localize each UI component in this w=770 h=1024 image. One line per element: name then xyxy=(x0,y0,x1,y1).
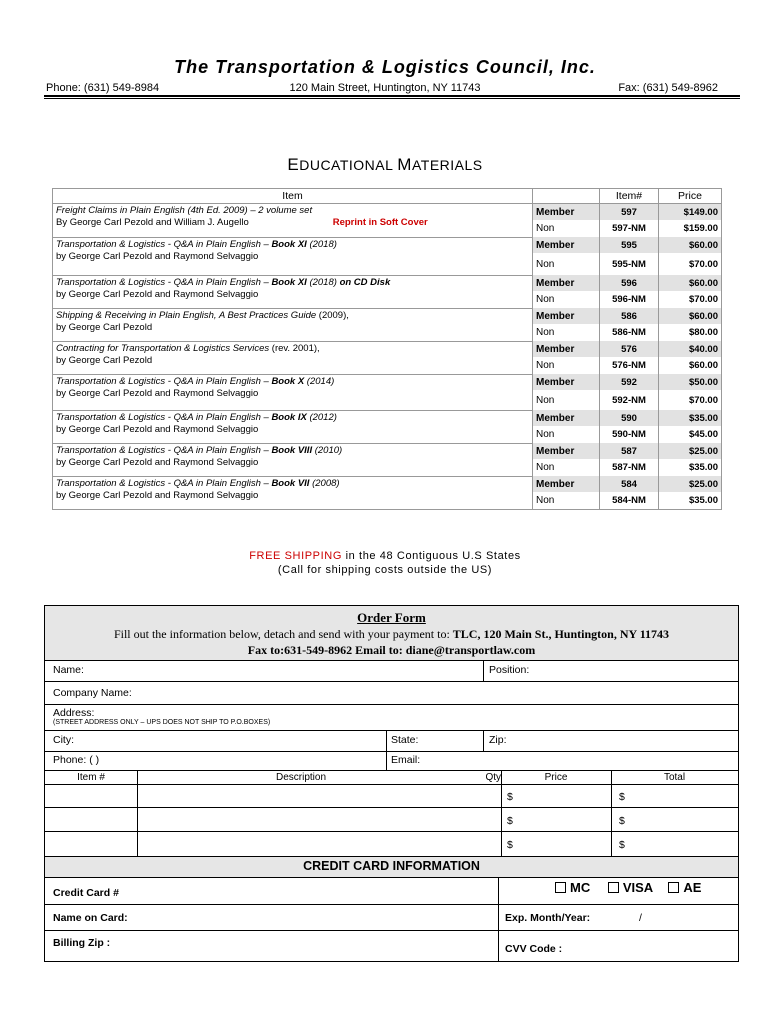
exp-field[interactable]: Exp. Month/Year: xyxy=(505,912,591,924)
table-row: Non 584-NM $35.00 xyxy=(53,492,722,510)
product-desc: Transportation & Logistics - Q&A in Plain English – Book IX (2012) by George Carl Pezold and Raymond Selvaggio xyxy=(53,410,533,443)
table-row: Non 596-NM $70.00 xyxy=(53,291,722,308)
name-row xyxy=(45,661,738,682)
col-itemno: Item# xyxy=(600,189,659,204)
free-shipping: FREE SHIPPING xyxy=(249,550,342,562)
ae-checkbox[interactable] xyxy=(668,882,679,893)
position-field[interactable]: Position: xyxy=(489,664,530,676)
header-rule xyxy=(44,95,740,97)
table-row: Shipping & Receiving in Plain English, A Best Practices Guide (2009), by George Carl Pezold Member 586 $60.00 xyxy=(53,308,722,324)
table-row: Transportation & Logistics - Q&A in Plain English – Book XI (2018) by George Carl Pezold and Raymond Selvaggio Member 595 $60.00 xyxy=(53,237,722,253)
address-row xyxy=(45,705,738,731)
product-desc: Transportation & Logistics - Q&A in Plain English – Book XI (2018) by George Carl Pezold and Raymond Selvaggio xyxy=(53,237,533,275)
table-row: Transportation & Logistics - Q&A in Plain English – Book VIII (2010) by George Carl Pezold and Raymond Selvaggio Member 587 $25.00 xyxy=(53,443,722,459)
col-price: Price xyxy=(659,189,722,204)
price-field[interactable]: $ xyxy=(507,815,513,827)
product-desc: Transportation & Logistics - Q&A in Plain English – Book VII (2008) by George Carl Pezold and Raymond Selvaggio xyxy=(53,476,533,510)
product-desc: Contracting for Transportation & Logistics Services (rev. 2001), by George Carl Pezold xyxy=(53,341,533,374)
credit-card-header: CREDIT CARD INFORMATION xyxy=(45,857,738,878)
table-row: Transportation & Logistics - Q&A in Plain English – Book XI (2018) on CD Disk by George Carl Pezold and Raymond Selvaggio Member 596 $60.00 xyxy=(53,275,722,291)
table-row: Transportation & Logistics - Q&A in Plain English – Book VII (2008) by George Carl Pezold and Raymond Selvaggio Member 584 $25.00 xyxy=(53,476,722,492)
table-row: Non 586-NM $80.00 xyxy=(53,324,722,341)
reprint-note: Reprint in Soft Cover xyxy=(332,217,428,228)
card-type-options: MC VISA AE xyxy=(555,880,701,895)
name-on-card-row xyxy=(45,905,738,931)
table-row: Non 592-NM $70.00 xyxy=(53,390,722,410)
table-row: Transportation & Logistics - Q&A in Plain English – Book IX (2012) by George Carl Pezold and Raymond Selvaggio Member 590 $35.00 xyxy=(53,410,722,426)
zip-field[interactable]: Zip: xyxy=(489,734,507,746)
fax-number: Fax: (631) 549-8962 xyxy=(618,82,718,94)
order-form xyxy=(44,605,739,962)
phone-row xyxy=(45,752,738,771)
materials-table xyxy=(52,188,722,510)
company-row xyxy=(45,682,738,705)
col-qty: Qty xyxy=(485,772,501,783)
card-row xyxy=(45,878,738,905)
mc-checkbox[interactable] xyxy=(555,882,566,893)
state-field[interactable]: State: xyxy=(391,734,419,746)
name-on-card-field[interactable]: Name on Card: xyxy=(53,912,128,924)
product-desc: Transportation & Logistics - Q&A in Plain English – Book VIII (2010) by George Carl Pezold and Raymond Selvaggio xyxy=(53,443,533,476)
order-contact: Fax to:631-549-8962 Email to: diane@transportlaw.com xyxy=(247,643,536,657)
table-row: Transportation & Logistics - Q&A in Plain English – Book X (2014) by George Carl Pezold and Raymond Selvaggio Member 592 $50.00 xyxy=(53,374,722,390)
table-row: Non 590-NM $45.00 xyxy=(53,426,722,443)
order-items-grid xyxy=(45,771,738,857)
product-desc: Transportation & Logistics - Q&A in Plain English – Book XI (2018) on CD Disk by George Carl Pezold and Raymond Selvaggio xyxy=(53,275,533,308)
table-row: Non 595-NM $70.00 xyxy=(53,253,722,275)
section-title: EDUCATIONAL MATERIALS xyxy=(287,155,483,174)
table-row: Freight Claims in Plain English (4th Ed. 2009) – 2 volume set By George Carl Pezold and William J. Augello Reprint in Soft Cover Member 597 $149.00 xyxy=(53,204,722,221)
table-row: Non 597-NM $159.00 xyxy=(53,220,722,237)
card-number-field[interactable]: Credit Card # xyxy=(53,887,119,899)
billing-zip-field[interactable]: Billing Zip : xyxy=(53,937,111,949)
phone-field[interactable]: Phone: ( ) xyxy=(53,754,100,766)
name-field[interactable]: Name: xyxy=(53,664,84,676)
col-total: Total xyxy=(663,772,686,783)
total-field[interactable]: $ xyxy=(619,791,625,803)
street-address: 120 Main Street, Huntington, NY 11743 xyxy=(289,82,481,94)
order-form-title: Order Form xyxy=(357,610,426,625)
city-field[interactable]: City: xyxy=(53,734,74,746)
product-desc: Freight Claims in Plain English (4th Ed. 2009) – 2 volume set By George Carl Pezold and William J. Augello Reprint in Soft Cover xyxy=(53,204,533,238)
col-item: Item xyxy=(53,189,533,204)
product-desc: Transportation & Logistics - Q&A in Plain English – Book X (2014) by George Carl Pezold and Raymond Selvaggio xyxy=(53,374,533,410)
header-rule-thin xyxy=(44,98,740,99)
price-field[interactable]: $ xyxy=(507,839,513,851)
total-field[interactable]: $ xyxy=(619,839,625,851)
cvv-field[interactable]: CVV Code : xyxy=(505,943,563,955)
company-field[interactable]: Company Name: xyxy=(53,687,132,699)
product-desc: Shipping & Receiving in Plain English, A Best Practices Guide (2009), by George Carl Pezold xyxy=(53,308,533,341)
price-field[interactable]: $ xyxy=(507,791,513,803)
address-field[interactable]: Address: xyxy=(53,707,95,719)
table-row: Non 576-NM $60.00 xyxy=(53,357,722,374)
billing-row xyxy=(45,931,738,961)
address-note: (STREET ADDRESS ONLY – UPS DOES NOT SHIP TO P.O.BOXES) xyxy=(53,719,271,726)
visa-checkbox[interactable] xyxy=(608,882,619,893)
city-row xyxy=(45,731,738,752)
exp-separator: / xyxy=(639,912,642,924)
shipping-note: FREE SHIPPING in the 48 Contiguous U.S States (Call for shipping costs outside the US) xyxy=(249,550,521,576)
col-description: Description xyxy=(275,772,327,783)
col-price: Price xyxy=(544,772,568,783)
phone-number: Phone: (631) 549-8984 xyxy=(46,82,160,94)
table-row: Non 587-NM $35.00 xyxy=(53,459,722,476)
total-field[interactable]: $ xyxy=(619,815,625,827)
order-form-header: Order Form Fill out the information below, detach and send with your payment to: TLC, 120 Main St., Huntington, NY 11743 Fax to:631-549-8962 Email to: diane@transportlaw.com xyxy=(45,606,738,661)
col-item-no: Item # xyxy=(77,772,105,783)
company-title: The Transportation & Logistics Council, Inc. xyxy=(174,57,596,77)
email-field[interactable]: Email: xyxy=(391,754,421,766)
table-row: Contracting for Transportation & Logistics Services (rev. 2001), by George Carl Pezold Member 576 $40.00 xyxy=(53,341,722,357)
